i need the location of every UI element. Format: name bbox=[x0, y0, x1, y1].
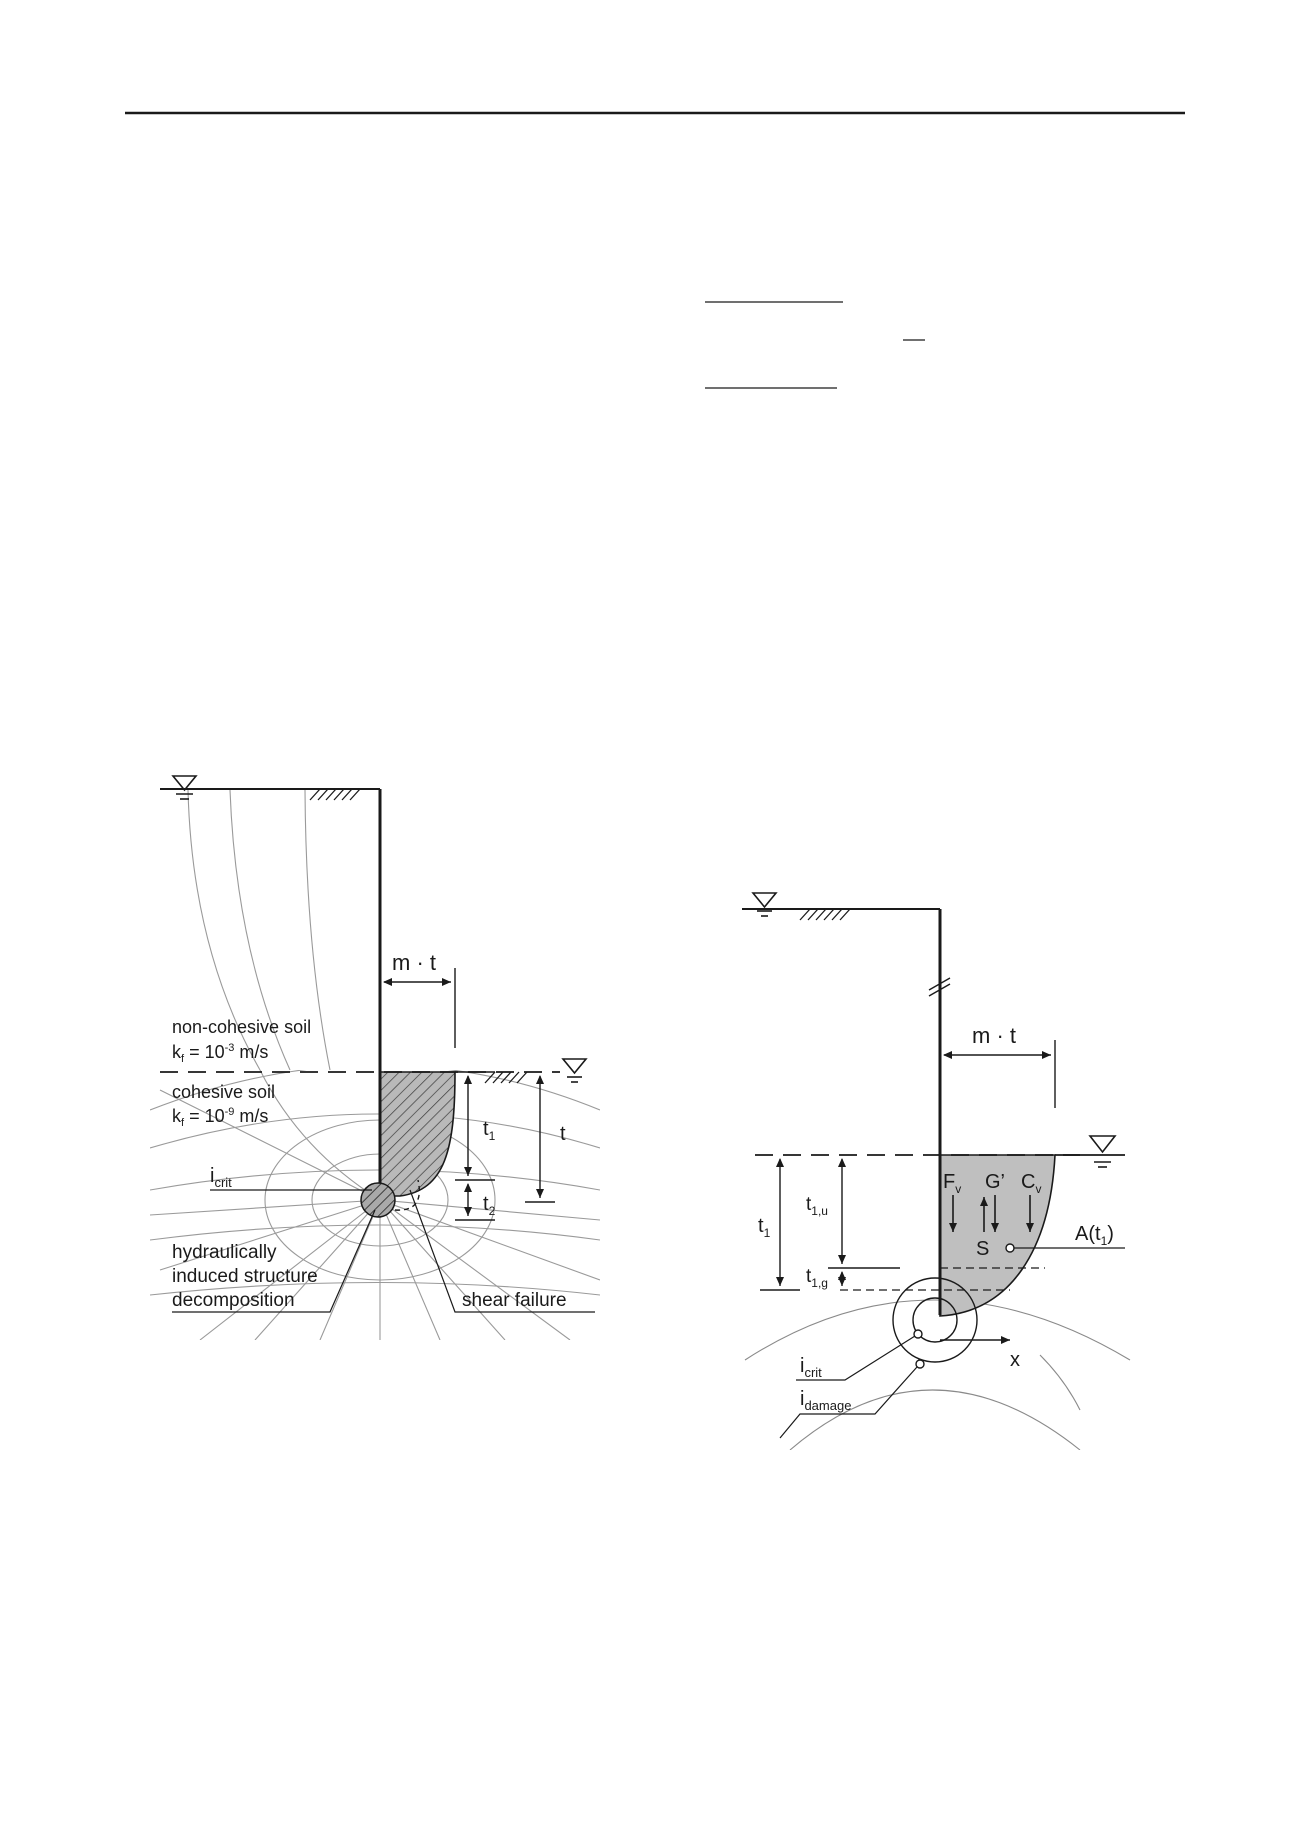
soil-lower-name: cohesive soil bbox=[172, 1082, 276, 1102]
soil-hatch-marks-right bbox=[485, 1072, 527, 1083]
a-label: $A(t_1)$ bbox=[1075, 1223, 1114, 1248]
water-level-symbol-right bbox=[563, 1059, 586, 1082]
mt-label: m · t bbox=[392, 950, 436, 975]
t2-label-left: $t_2$ bbox=[483, 1193, 496, 1218]
x-axis-label: x bbox=[1010, 1349, 1020, 1371]
t1-label-left: $t_1$ bbox=[483, 1118, 496, 1143]
soil-upper-k: $k_f = 10^{-3}$ m/s bbox=[172, 1042, 269, 1065]
icrit-label-right: $i_{crit}$ bbox=[800, 1355, 822, 1380]
icrit-point bbox=[914, 1330, 922, 1338]
mt-label-right: m · t bbox=[972, 1023, 1016, 1048]
figure-left bbox=[150, 776, 600, 1340]
t-label-left: t bbox=[560, 1123, 566, 1145]
s-label: S bbox=[976, 1238, 990, 1260]
icrit-label-left: $i_{crit}$ bbox=[210, 1165, 232, 1190]
depth-dimensions bbox=[455, 1072, 555, 1220]
formula-fragments bbox=[705, 302, 925, 388]
idamage-label: $i_{damage}$ bbox=[800, 1388, 852, 1413]
g-label: G’ bbox=[985, 1171, 1005, 1193]
centroid-point bbox=[1006, 1244, 1014, 1252]
depth-dimensions-right bbox=[760, 1159, 900, 1290]
t1u-label: $t_{1,u}$ bbox=[806, 1194, 828, 1218]
figure-right bbox=[742, 893, 1130, 1450]
decomposition-zone bbox=[361, 1183, 395, 1217]
water-level-symbol-upper bbox=[753, 893, 776, 916]
soil-hatch-marks-upper bbox=[800, 909, 850, 920]
hydraulic-label-3: decomposition bbox=[172, 1290, 295, 1311]
soil-lower-k: $k_f = 10^{-9}$ m/s bbox=[172, 1106, 269, 1129]
soil-hatch-marks bbox=[310, 789, 360, 800]
fv-label: $F_v$ bbox=[943, 1171, 962, 1196]
cv-label: $C_v$ bbox=[1021, 1171, 1042, 1196]
hydraulic-label-2: induced structure bbox=[172, 1266, 318, 1287]
water-level-symbol-left bbox=[173, 776, 196, 799]
hydraulic-label-1: hydraulically bbox=[172, 1242, 277, 1263]
idamage-point bbox=[916, 1360, 924, 1368]
water-level-symbol-lower bbox=[1090, 1136, 1115, 1167]
shear-failure-label: shear failure bbox=[462, 1290, 567, 1311]
t1g-label: $t_{1,g}$ bbox=[806, 1266, 828, 1290]
soil-upper-name: non-cohesive soil bbox=[172, 1017, 312, 1037]
t1-label-right: $t_1$ bbox=[758, 1215, 771, 1240]
failure-body bbox=[380, 1072, 455, 1196]
